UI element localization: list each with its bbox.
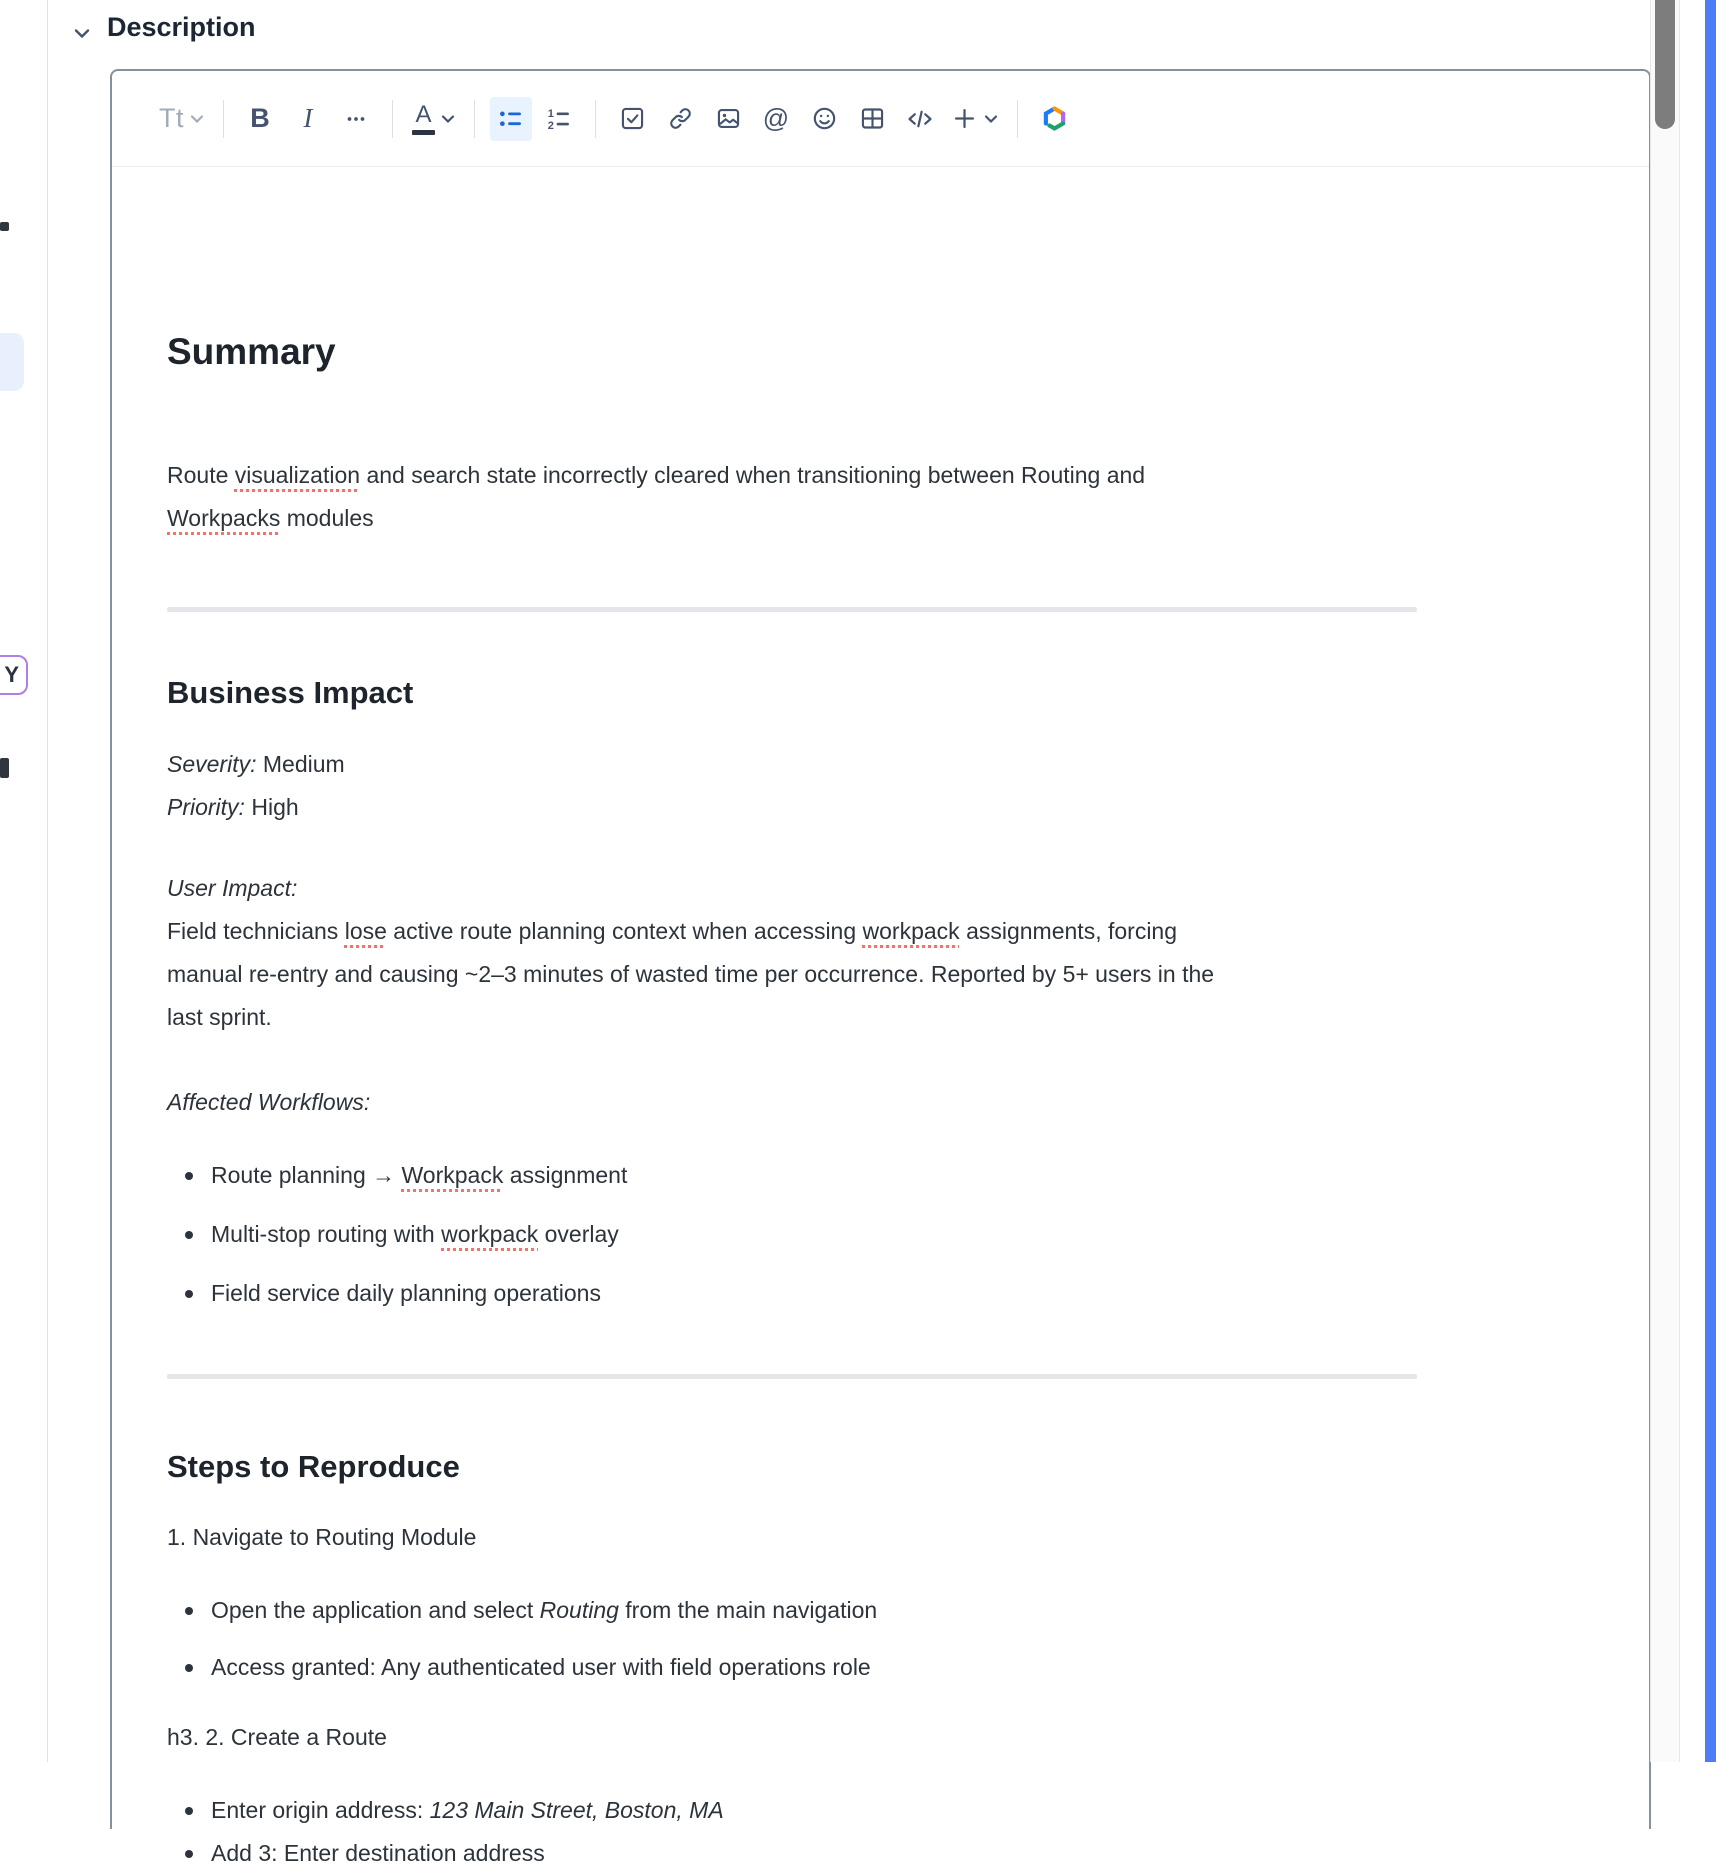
editor-toolbar [112,71,1649,167]
text-color-button[interactable] [408,97,459,141]
italic-button[interactable] [287,97,329,141]
toolbar-divider [223,100,224,138]
svg-text:2: 2 [547,119,554,132]
step2-title: h3. 2. Create a Route [167,1724,387,1750]
list-item [211,1272,1481,1315]
bullet-list-button[interactable] [490,97,532,141]
code-button[interactable] [899,97,941,141]
mention-icon: @ [762,103,790,133]
image-button[interactable] [707,97,749,141]
scrollbar-thumb[interactable] [1655,0,1675,129]
misspelled-word: workpack [862,918,960,944]
more-dots-icon [343,106,369,132]
code-icon [906,105,934,133]
workflows-list [167,1154,1481,1315]
text-style-label: Tt [159,103,184,133]
text-run: Field service daily planning operations [211,1280,601,1306]
severity-value: Medium [256,751,345,777]
numbered-list-button[interactable] [538,97,580,141]
heading-business-impact: Business Impact [167,675,414,710]
list-item [211,1789,1481,1832]
plus-icon [951,105,978,132]
bold-label: B [250,103,270,133]
shortcut-badge-y [0,655,28,695]
text-run: Access granted: Any authenticated user with field operations role [211,1654,871,1680]
scrollbar-track[interactable] [1650,0,1680,1762]
toolbar-divider [595,100,596,138]
image-icon [715,105,742,132]
color-bar [412,130,435,135]
text-run: Multi-stop routing with [211,1221,442,1247]
summary-paragraph [167,454,1437,540]
italic-run: 123 Main Street, Boston, MA [429,1797,724,1823]
text-run: assignments, forcing [959,918,1178,944]
text-run: Enter origin address: [211,1797,430,1823]
left-sidebar-edge [0,0,48,1762]
severity-label: Severity: [167,751,257,777]
misspelled-word: Workpack [401,1162,504,1188]
toolbar-divider [474,100,475,138]
list-item-clipped [211,1832,1481,1875]
bold-button[interactable] [239,97,281,141]
misspelled-word: workpack [441,1221,539,1247]
ai-hexagon-icon [1041,105,1068,132]
rich-text-editor [110,69,1651,1866]
table-button[interactable] [851,97,893,141]
mention-button[interactable] [755,97,797,141]
chevron-down-icon [441,114,455,124]
step1-list [167,1589,1481,1689]
divider-rule [167,1374,1417,1379]
heading-summary: Summary [167,331,336,372]
window-edge-strip [1705,0,1716,1762]
priority-value: High [244,794,299,820]
step1-title: 1. Navigate to Routing Module [167,1524,477,1550]
sidebar-selected-item-fragment[interactable] [0,333,24,391]
more-formatting-button[interactable] [335,97,377,141]
sidebar-fragment-mark [0,758,9,778]
numbered-list-icon [545,105,573,133]
text-run: assignment [503,1162,628,1188]
task-list-button[interactable] [611,97,653,141]
text-run: Field technicians [167,918,345,944]
collapse-chevron-icon[interactable] [70,21,94,45]
text-run: Route [167,462,235,488]
bullet-list-icon [497,105,525,133]
text-run: and search state incorrectly cleared when transitioning between Routing and [360,462,1146,488]
divider-rule [167,607,1417,612]
text-color-label: A [415,100,432,128]
link-icon [667,105,694,132]
text-run: active route planning context when accessing [386,918,863,944]
toolbar-divider [392,100,393,138]
checkbox-icon [619,105,646,132]
text-run: Open the application and select [211,1597,540,1623]
misspelled-word: Workpacks [167,505,281,531]
text-run: modules [280,505,374,531]
severity-priority-paragraph [167,743,1437,829]
list-item [211,1154,1481,1197]
misspelled-word: lose [344,918,387,944]
link-button[interactable] [659,97,701,141]
insert-more-button[interactable] [947,97,1002,141]
list-item [211,1646,1481,1689]
affected-workflows-label [167,1081,1437,1124]
text-run: from the main navigation [618,1597,878,1623]
chevron-down-icon [984,114,998,124]
emoji-button[interactable] [803,97,845,141]
toolbar-divider [1017,100,1018,138]
affected-label: Affected Workflows: [167,1089,371,1115]
description-field-title: Description [107,12,256,42]
user-impact-paragraph [167,867,1437,1039]
emoji-icon [811,105,838,132]
text-color-icon [412,100,435,135]
list-item [211,1589,1481,1632]
text-run: Add 3: Enter destination address [211,1840,545,1866]
sidebar-fragment-dot [0,222,9,231]
user-impact-label: User Impact: [167,875,298,901]
text-run: overlay [538,1221,619,1247]
table-icon [859,105,886,132]
editor-content-area[interactable] [112,168,1649,1866]
text-run: Route planning → [211,1162,402,1188]
svg-text:1: 1 [547,107,554,120]
text-style-dropdown[interactable] [155,97,208,141]
step2-list [167,1789,1481,1875]
misspelled-word: visualization [234,462,361,488]
heading-steps-to-reproduce: Steps to Reproduce [167,1449,460,1484]
italic-run: Routing [539,1597,619,1623]
text-run: manual re-entry and causing ~2–3 minutes of wasted time per occurrence. Reported by 5+ users in the [167,961,1215,987]
list-item [211,1213,1481,1256]
ai-button[interactable] [1033,97,1075,141]
badge-label: Y [4,662,19,687]
text-run: last sprint. [167,1004,272,1030]
italic-label: I [303,103,313,133]
chevron-down-icon [190,114,204,124]
priority-label: Priority: [167,794,245,820]
